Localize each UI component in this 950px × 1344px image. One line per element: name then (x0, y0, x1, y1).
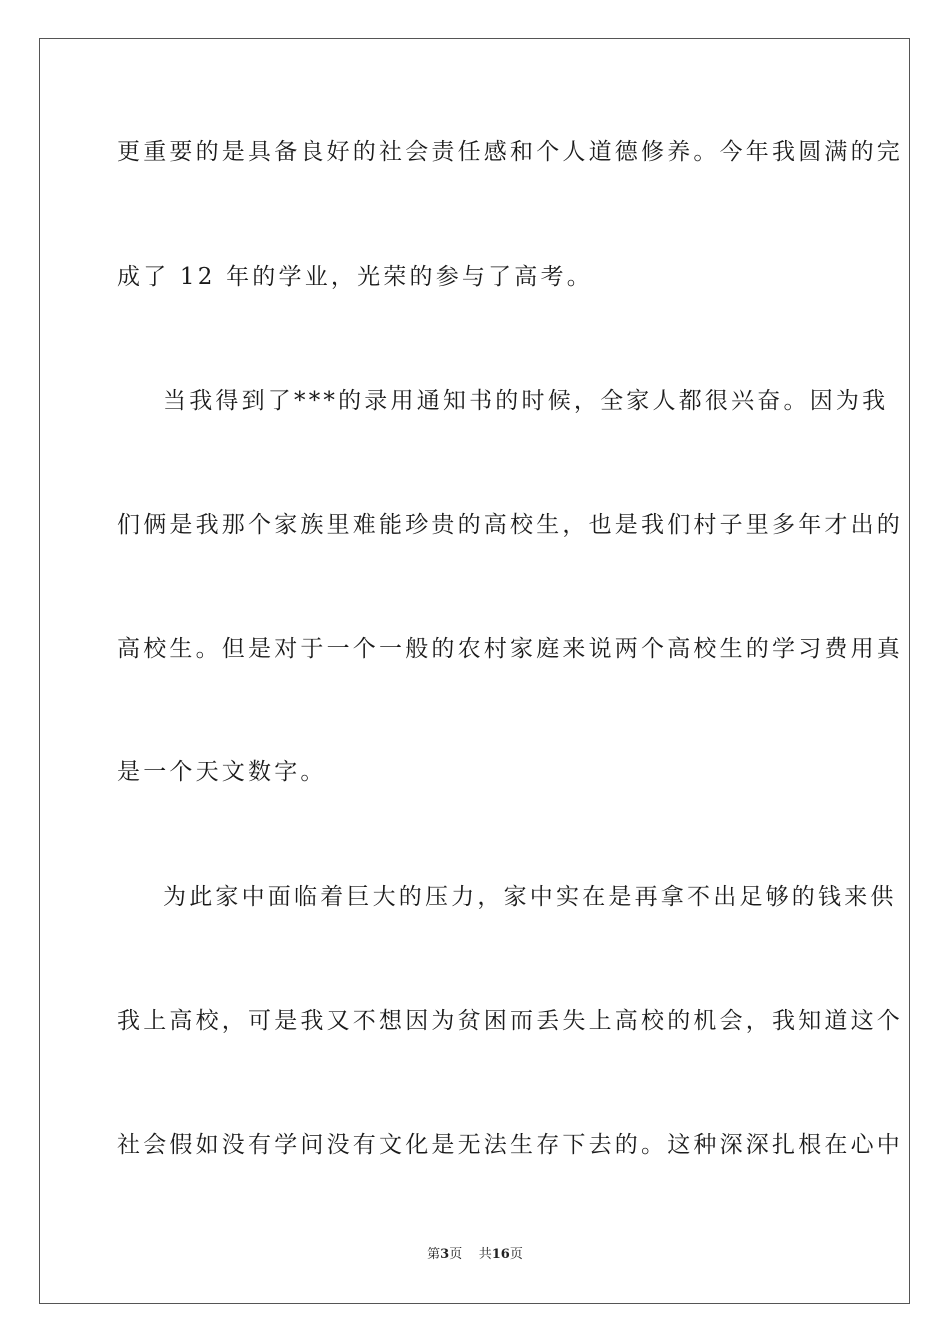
footer-total-suffix: 页 (509, 1247, 523, 1262)
text-line-3: 当我得到了***的录用通知书的时候，全家人都很兴奋。因为我 (163, 388, 889, 414)
footer-total-pages: 16 (491, 1247, 510, 1262)
page-border (39, 38, 910, 1304)
text-line-8: 我上高校，可是我又不想因为贫困而丢失上高校的机会，我知道这个 (117, 1008, 903, 1034)
footer-page-suffix: 页 (449, 1247, 463, 1262)
text-line-7: 为此家中面临着巨大的压力，家中实在是再拿不出足够的钱来供 (163, 884, 897, 910)
text-line-1: 更重要的是具备良好的社会责任感和个人道德修养。今年我圆满的完 (117, 139, 903, 165)
text-line-4: 们俩是我那个家族里难能珍贵的高校生，也是我们村子里多年才出的 (117, 512, 903, 538)
text-line-5: 高校生。但是对于一个一般的农村家庭来说两个高校生的学习费用真 (117, 636, 903, 662)
page-footer (0, 1246, 950, 1264)
text-line-2: 成了 12 年的学业，光荣的参与了高考。 (117, 264, 593, 290)
text-line-9: 社会假如没有学问没有文化是无法生存下去的。这种深深扎根在心中 (117, 1132, 903, 1158)
footer-total-prefix: 共 (478, 1247, 492, 1262)
footer-page-number: 3 (440, 1247, 450, 1262)
footer-page-prefix: 第 (427, 1247, 441, 1262)
text-line-6: 是一个天文数字。 (117, 759, 327, 785)
